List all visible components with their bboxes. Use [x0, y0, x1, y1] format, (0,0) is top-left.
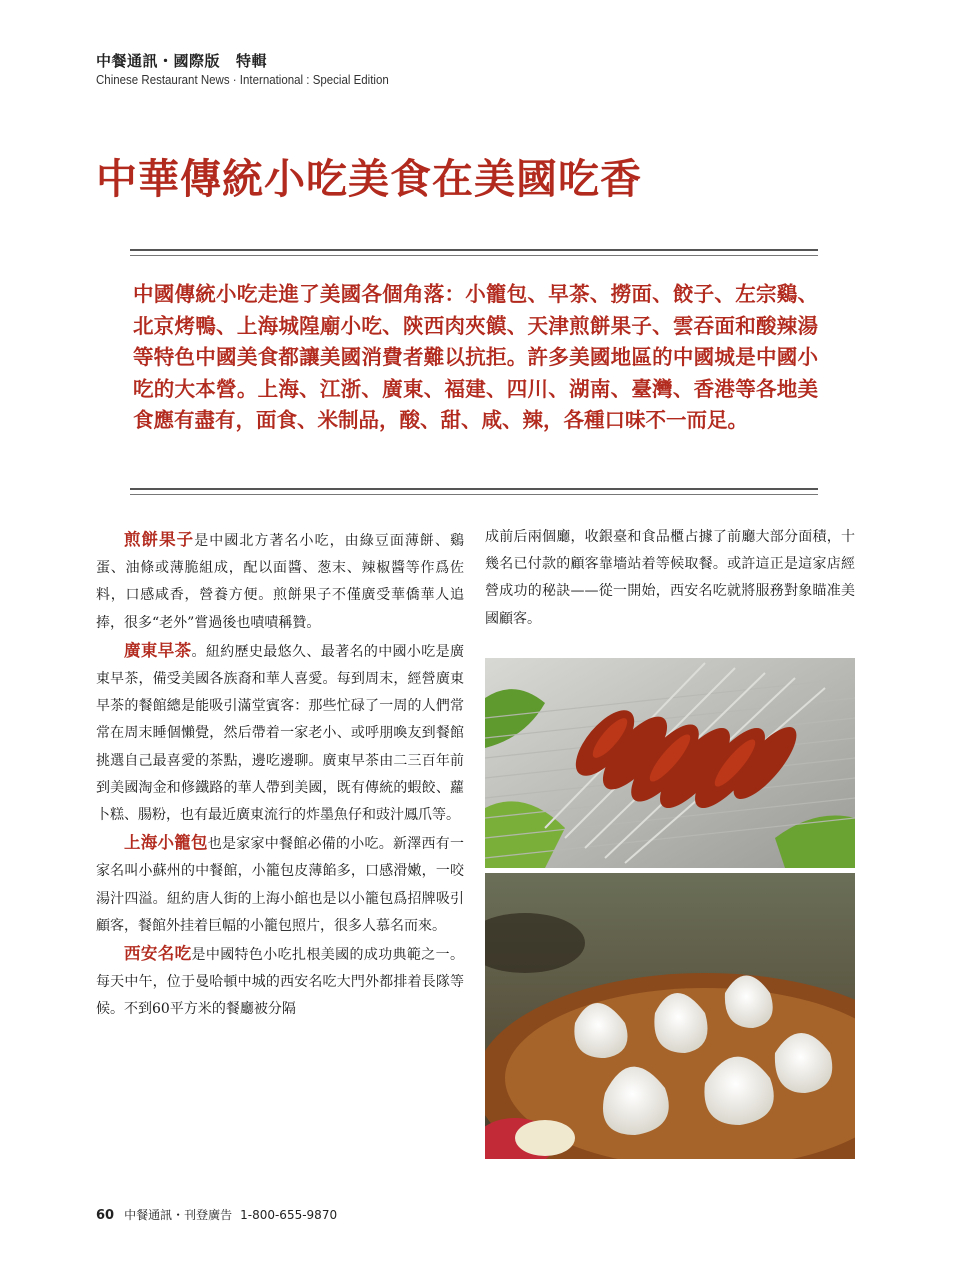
section-text: 是中國北方著名小吃，由綠豆面薄餅、鷄蛋、油條或薄脆組成，配以面醬、葱末、辣椒醬等作爲佐料，口感咸香，營養方便。煎餅果子不僅廣受華僑華人追捧，很多“老外”嘗過後也嘖嘖稱贊。 [96, 533, 465, 631]
publication-title-zh: 中餐通訊・國際版 [96, 52, 221, 70]
section-text: 。紐約歷史最悠久、最著名的中國小吃是廣東早茶，備受美國各族裔和華人喜愛。每到周末，經營廣東早茶的餐館總是能吸引滿堂賓客：那些忙碌了一周的人們常常在周末睡個懶覺，然后帶着一家老小、或呼朋喚友到餐館挑選自己最喜愛的茶點，邊吃邊聊。廣東早茶由二三百年前到美國淘金和修鐵路的華人帶到美國，既有傳統的蝦餃、蘿卜糕、腸粉，也有最近廣東流行的炸墨魚仔和豉汁鳳爪等。 [96, 643, 465, 824]
bottom-double-rule [130, 488, 818, 495]
page-footer [96, 1206, 337, 1223]
section-lead: 煎餅果子 [124, 530, 195, 549]
special-edition-label: 特輯 [236, 52, 268, 70]
right-column-text: 成前后兩個廳，收銀臺和食品櫃占據了前廳大部分面積，十幾名已付款的顧客靠墻站着等候取餐。或許這正是這家店經營成功的秘訣——從一開始，西安名吃就將服務對象瞄准美國顧客。 [485, 529, 855, 627]
section-text: 是中國特色小吃扎根美國的成功典範之一。每天中午，位于曼哈頓中城的西安名吃大門外都排着長隊等候。不到60平方米的餐廳被分隔 [96, 947, 465, 1018]
section-xiaolongbao [96, 829, 464, 940]
section-lead: 西安名吃 [124, 944, 192, 964]
section-lead: 上海小籠包 [124, 833, 208, 853]
publication-name-en: Chinese Restaurant News · International : Special Edition [96, 73, 389, 87]
left-column [96, 526, 464, 1024]
page-number: 60 [96, 1208, 115, 1223]
section-text: 也是家家中餐館必備的小吃。新澤西有一家名叫小蘇州的中餐館，小籠包皮薄餡多，口感滑嫩，一咬湯汁四溢。紐約唐人街的上海小館也是以小籠包爲招牌吸引顧客，餐館外挂着巨幅的小籠包照片，很多人慕名而來。 [96, 836, 464, 934]
section-dim-sum [96, 637, 464, 829]
soup-dumplings-photo [485, 873, 855, 1159]
section-xian-famous-foods [96, 940, 464, 1024]
footer-phone: 1-800-655-9870 [240, 1208, 338, 1222]
publication-name-zh [96, 50, 414, 71]
section-jianbing [96, 526, 464, 637]
page-header [96, 50, 414, 87]
lamb-skewers-photo [485, 658, 855, 868]
article-intro: 中國傳統小吃走進了美國各個角落：小籠包、早茶、撈面、餃子、左宗鷄、北京烤鴨、上海城隍廟小吃、陝西肉夾饃、天津煎餅果子、雲吞面和酸辣湯等特色中國美食都讓美國消費者難以抗拒。許多美國地區的中國城是中國小吃的大本營。上海、江浙、廣東、福建、四川、湖南、臺灣、香港等各地美食應有盡有，面食、米制品，酸、甜、咸、辣，各種口味不一而足。 [133, 282, 818, 432]
footer-publication: 中餐通訊・刊登廣告 [124, 1208, 233, 1222]
top-double-rule [130, 249, 818, 256]
article-title: 中華傳統小吃美食在美國吃香 [96, 155, 642, 203]
section-lead: 廣東早茶 [124, 640, 192, 660]
